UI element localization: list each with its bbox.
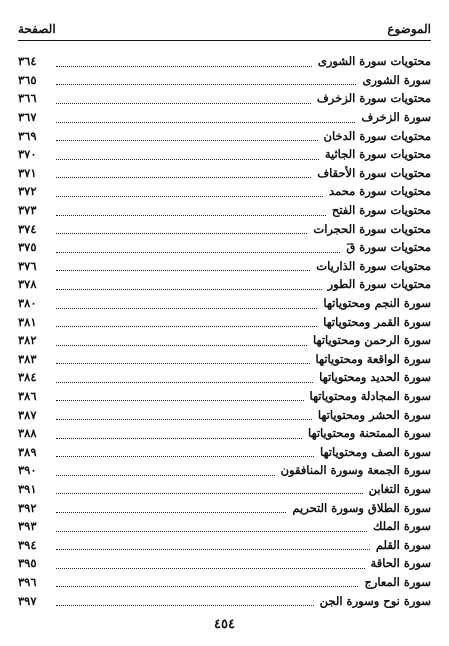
toc-entry — [18, 71, 431, 90]
dot-leader — [56, 140, 318, 141]
toc-entry-title: محتويات سورة محمد — [329, 184, 431, 199]
toc-entry-page: ٣٦٩ — [18, 128, 37, 143]
toc-entry-page: ٣٨٩ — [18, 444, 37, 459]
dot-leader — [56, 66, 312, 67]
toc-entry-title: سورة القمر ومحتوياتها — [323, 314, 431, 329]
toc-entry-page: ٣٧٦ — [18, 258, 37, 273]
dot-leader — [56, 531, 367, 532]
page-number: ٤٥٤ — [214, 617, 235, 632]
dot-leader — [56, 122, 355, 123]
toc-entry-page: ٣٩٠ — [18, 463, 37, 478]
toc-entry-page: ٣٨٣ — [18, 351, 37, 366]
dot-leader — [56, 493, 363, 494]
toc-entry-title: سورة الواقعة ومحتوياتها — [315, 351, 431, 366]
dot-leader — [56, 363, 310, 364]
toc-entry-title: سورة التغابن — [368, 481, 431, 496]
toc-entry — [18, 442, 431, 461]
toc-entry-page: ٣٧١ — [18, 165, 37, 180]
toc-entry-title: سورة الزخرف — [361, 110, 431, 125]
toc-entry — [18, 182, 431, 201]
dot-leader — [56, 215, 326, 216]
toc-entry — [18, 405, 431, 424]
toc-entry — [18, 498, 431, 517]
toc-entry — [18, 517, 431, 536]
toc-entry-title: سورة الجمعة وسورة المنافقون — [280, 463, 431, 478]
dot-leader — [56, 605, 314, 606]
toc-entry — [18, 52, 431, 71]
toc-entry-title: محتويات سورة الفتح — [331, 203, 431, 218]
dot-leader — [56, 233, 307, 234]
toc-entry — [18, 591, 431, 610]
dot-leader — [56, 549, 370, 550]
toc-entry-title: محتويات سورة الحجرات — [313, 221, 431, 236]
toc-entry-title: سورة الممتحنة ومحتوياتها — [308, 426, 431, 441]
toc-entry-title: سورة نوح وسورة الجن — [319, 593, 431, 608]
toc-entry — [18, 312, 431, 331]
toc-entry-page: ٣٨٤ — [18, 370, 37, 385]
dot-leader — [56, 177, 311, 178]
dot-leader — [56, 400, 304, 401]
toc-entry-page: ٣٧٤ — [18, 221, 37, 236]
toc-entry-page: ٣٧٠ — [18, 147, 37, 162]
toc-entry-page: ٣٩٤ — [18, 537, 37, 552]
toc-entry-page: ٣٦٤ — [18, 54, 37, 69]
toc-entry-title: محتويات سورة الأحقاف — [317, 165, 431, 180]
toc-entry — [18, 219, 431, 238]
toc-entry — [18, 275, 431, 294]
toc-entry-title: محتويات سورة الطور — [327, 277, 431, 292]
toc-entry — [18, 424, 431, 443]
toc-entry — [18, 480, 431, 499]
dot-leader — [56, 196, 323, 197]
dot-leader — [56, 308, 317, 309]
toc-entry — [18, 108, 431, 127]
toc-entry — [18, 387, 431, 406]
toc-entry-title: سورة الصف ومحتوياتها — [320, 444, 431, 459]
toc-entry-title: سورة الحشر ومحتوياتها — [317, 407, 431, 422]
toc-entry-title: محتويات سورة الزخرف — [316, 91, 431, 106]
toc-entry — [18, 238, 431, 257]
toc-header — [18, 18, 431, 40]
toc-entry-title: محتويات سورة الشورى — [317, 54, 431, 69]
toc-entry-page: ٣٩٢ — [18, 500, 37, 515]
toc-entry — [18, 461, 431, 480]
toc-entry — [18, 350, 431, 369]
dot-leader — [56, 438, 302, 439]
toc-entry-page: ٣٩٣ — [18, 519, 37, 534]
dot-leader — [56, 475, 275, 476]
toc-entry-title: سورة الرحمن ومحتوياتها — [313, 333, 431, 348]
toc-entry — [18, 145, 431, 164]
toc-entry-title: سورة القلم — [375, 537, 431, 552]
toc-entry-page: ٣٨٧ — [18, 407, 37, 422]
toc-entry-title: سورة الملك — [372, 519, 431, 534]
toc-entry — [18, 201, 431, 220]
toc-entry — [18, 164, 431, 183]
dot-leader — [56, 345, 307, 346]
dot-leader — [56, 512, 286, 513]
toc-entry-title: سورة النجم ومحتوياتها — [323, 296, 431, 311]
toc-entry-page: ٣٦٧ — [18, 110, 37, 125]
toc-entry — [18, 535, 431, 554]
toc-entry — [18, 294, 431, 313]
dot-leader — [56, 326, 317, 327]
dot-leader — [56, 103, 311, 104]
toc-entry-page: ٣٩١ — [18, 481, 37, 496]
dot-leader — [56, 159, 319, 160]
dot-leader — [56, 456, 314, 457]
toc-entry-title: سورة المعارج — [364, 574, 431, 589]
toc-entry-title: سورة المجادلة ومحتوياتها — [309, 388, 431, 403]
dot-leader — [56, 84, 356, 85]
dot-leader — [56, 382, 313, 383]
toc-entry-page: ٣٨٢ — [18, 333, 37, 348]
toc-entry-page: ٣٨٠ — [18, 296, 37, 311]
toc-entry — [18, 331, 431, 350]
toc-entry-page: ٣٧٥ — [18, 240, 37, 255]
toc-entry — [18, 257, 431, 276]
toc-entry — [18, 89, 431, 108]
table-of-contents — [18, 52, 431, 610]
dot-leader — [56, 419, 312, 420]
toc-entry-title: محتويات سورة الذاريات — [316, 258, 431, 273]
header-divider — [18, 40, 431, 41]
toc-entry-title: سورة الشورى — [362, 72, 431, 87]
toc-entry-title: سورة الحديد ومحتوياتها — [319, 370, 431, 385]
toc-entry-title: محتويات سورة الجاثية — [324, 147, 431, 162]
toc-entry-page: ٣٨٨ — [18, 426, 37, 441]
page-column-heading: الصفحة — [18, 22, 56, 36]
toc-entry-page: ٣٩٧ — [18, 593, 37, 608]
dot-leader — [56, 586, 358, 587]
toc-entry-title: محتويات سورة قٓ — [346, 240, 431, 255]
toc-entry-page: ٣٦٦ — [18, 91, 37, 106]
dot-leader — [56, 270, 310, 271]
toc-entry-title: سورة الحاقة — [370, 556, 431, 571]
toc-entry-page: ٣٨١ — [18, 314, 37, 329]
toc-entry-page: ٣٩٥ — [18, 556, 37, 571]
toc-entry — [18, 554, 431, 573]
toc-entry — [18, 573, 431, 592]
topic-column-heading: الموضوع — [387, 22, 431, 36]
toc-entry-page: ٣٨٦ — [18, 388, 37, 403]
toc-entry-page: ٣٧٣ — [18, 203, 37, 218]
toc-entry-page: ٣٧٢ — [18, 184, 37, 199]
toc-entry-title: سورة الطلاق وسورة التحريم — [292, 500, 431, 515]
toc-entry — [18, 368, 431, 387]
toc-entry-page: ٣٦٥ — [18, 72, 37, 87]
toc-entry-page: ٣٧٨ — [18, 277, 37, 292]
toc-entry-page: ٣٩٦ — [18, 574, 37, 589]
toc-entry — [18, 126, 431, 145]
toc-entry-title: محتويات سورة الدخان — [323, 128, 431, 143]
dot-leader — [56, 252, 340, 253]
dot-leader — [56, 289, 322, 290]
dot-leader — [56, 568, 365, 569]
